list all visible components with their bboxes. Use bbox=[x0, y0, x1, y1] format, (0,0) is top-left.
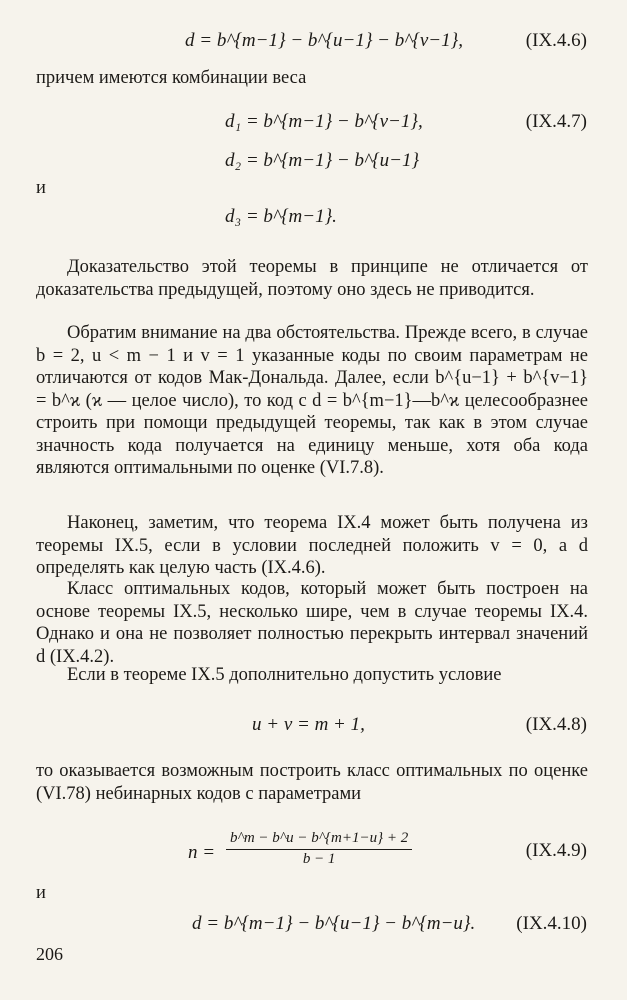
equation-formula: u + v = m + 1, bbox=[252, 714, 365, 735]
paragraph-if-theorem: Если в теореме IX.5 дополнительно допустить условие bbox=[67, 665, 502, 685]
equation-number: (IX.4.9) bbox=[525, 840, 587, 861]
fraction-numerator: b^m − b^u − b^{m+1−u} + 2 bbox=[226, 830, 412, 850]
equation-formula: d = b^{m−1} − b^{u−1} − b^{v−1}, bbox=[185, 30, 463, 51]
paragraph-weights-intro: причем имеются комбинации веса bbox=[36, 68, 307, 88]
paragraph-finally: Наконец, заметим, что теорема IX.4 может быть получена из теоремы IX.5, если в условии последней положить v = 0, а d определять как целую часть (IX.4.6). bbox=[36, 513, 588, 578]
paragraph-then: то оказывается возможным построить класс оптимальных по оценке (VI.78) небинарных кодов с параметрами bbox=[36, 761, 588, 804]
equation-formula: d₃ = b^{m−1}. bbox=[225, 206, 337, 227]
equation-number: (IX.4.10) bbox=[516, 913, 587, 934]
conjunction-and: и bbox=[36, 178, 46, 198]
equation-formula: d₂ = b^{m−1} − b^{u−1} bbox=[225, 150, 420, 171]
equation-lhs: n = bbox=[188, 842, 216, 863]
paragraph-two-circumstances: Обратим внимание на два обстоятельства. Прежде всего, в случае b = 2, u < m − 1 и v = 1 указанные коды по своим параметрам не отличаются от кодов Мак-Дональда. Далее, если b^{u−1} + b^{v−1} = b^ϰ (ϰ — целое число), то код с d = b^{m−1}—b^ϰ целесообразнее строить при помощи предыдущей теоремы, так как в этом случае значность кода получается на единицу меньше, хотя оба кода являются оптимальными по оценке (VI.7.8). bbox=[36, 323, 588, 478]
paragraph-class: Класс оптимальных кодов, который может быть построен на основе теоремы IX.5, несколько шире, чем в случае теоремы IX.4. Однако и она не позволяет полностью перекрыть интервал значений d (IX.4.2). bbox=[36, 579, 588, 667]
equation-number: (IX.4.7) bbox=[525, 111, 587, 132]
equation-number: (IX.4.8) bbox=[525, 714, 587, 735]
paragraph-proof: Доказательство этой теоремы в принципе не отличается от доказательства предыдущей, поэтому оно здесь не приводится. bbox=[36, 257, 588, 300]
equation-number: (IX.4.6) bbox=[525, 30, 587, 51]
fraction bbox=[226, 830, 412, 868]
fraction-denominator: b − 1 bbox=[302, 851, 336, 867]
page-number: 206 bbox=[36, 944, 63, 964]
conjunction-and: и bbox=[36, 883, 46, 903]
equation-formula: d₁ = b^{m−1} − b^{v−1}, bbox=[225, 111, 423, 132]
equation-formula: d = b^{m−1} − b^{u−1} − b^{m−u}. bbox=[192, 913, 476, 934]
